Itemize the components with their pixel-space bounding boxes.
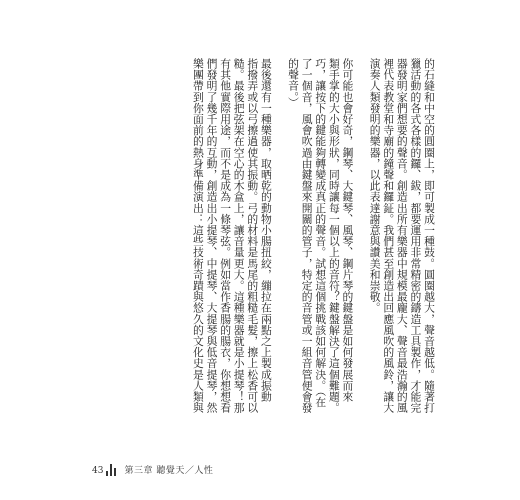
text-column: 最後還有一種樂器，取晒乾的動物小腸扭絞，繃拉在兩點之上製成振動 xyxy=(259,58,273,403)
text-column: 指撥弄或以弓擦過使其振動。弓的材料是馬尾的粗糙毛髮，擦上松香可以 xyxy=(246,58,260,414)
text-column: 演奏人類發明的樂器，以此表達謝意與讚美和崇敬。 xyxy=(368,58,382,314)
text-column: 你可能也會好奇，鋼琴、大鍵琴、風琴、鋼片琴的鍵盤是如何發展而來 xyxy=(341,58,355,403)
vertical-text-body xyxy=(84,58,436,430)
text-column: 獵活動的各式各樣的鑼、鈸，都要運用非常精密的鑄造工具製作，才能完 xyxy=(409,58,423,414)
bars-icon xyxy=(106,464,118,476)
text-column: 裡代表教堂和寺廟的鐘聲和鑼鉦。我們甚至創造出回應風吹的風鈴，讓大 xyxy=(382,58,396,414)
text-column: 器發明家們想要的聲音。創造出所有樂器中規模最龐大、聲音最浩瀚的風 xyxy=(395,58,409,414)
text-column: 們發明了幾千年的互動，創造出小提琴、中提琴、大提琴與低音提琴，然 xyxy=(205,58,219,414)
text-column: 了一個音，風會吹過由鍵盤來開關的管子，特定的音管或一組音管便會發 xyxy=(300,58,314,414)
text-column: 巧，讓按下的鍵能夠轉變成真正的聲音。試想這個挑戰該如何解決。（在 xyxy=(314,58,328,408)
chapter-label: 第三章 聽覺天／人性 xyxy=(124,466,214,476)
text-column: 糙。最後把弦架在空心的木盒上，讓音量更大。這種樂器就是小提琴！那 xyxy=(232,58,246,414)
page-number: 43 xyxy=(92,466,104,476)
text-column: 類手掌的大小與形狀，同時讓每一個以上的音符？鍵盤解決了這個難題。 xyxy=(327,58,341,414)
text-column: 的聲音。） xyxy=(287,58,301,109)
text-column: 樂團帶到你面前的熱身準備演出：這些技術奇蹟與悠久的文化史是人類與 xyxy=(191,58,205,414)
text-column: 有其他實際用途，而不是成為一條琴弦。例如當作香腸的腸衣，你想想看 xyxy=(219,58,233,414)
page-footer xyxy=(92,462,213,476)
text-column: 的石縫和中空的圓圈上，即可製成一種鼓。圓圈越大，聲音越低。隨著打 xyxy=(423,58,436,414)
